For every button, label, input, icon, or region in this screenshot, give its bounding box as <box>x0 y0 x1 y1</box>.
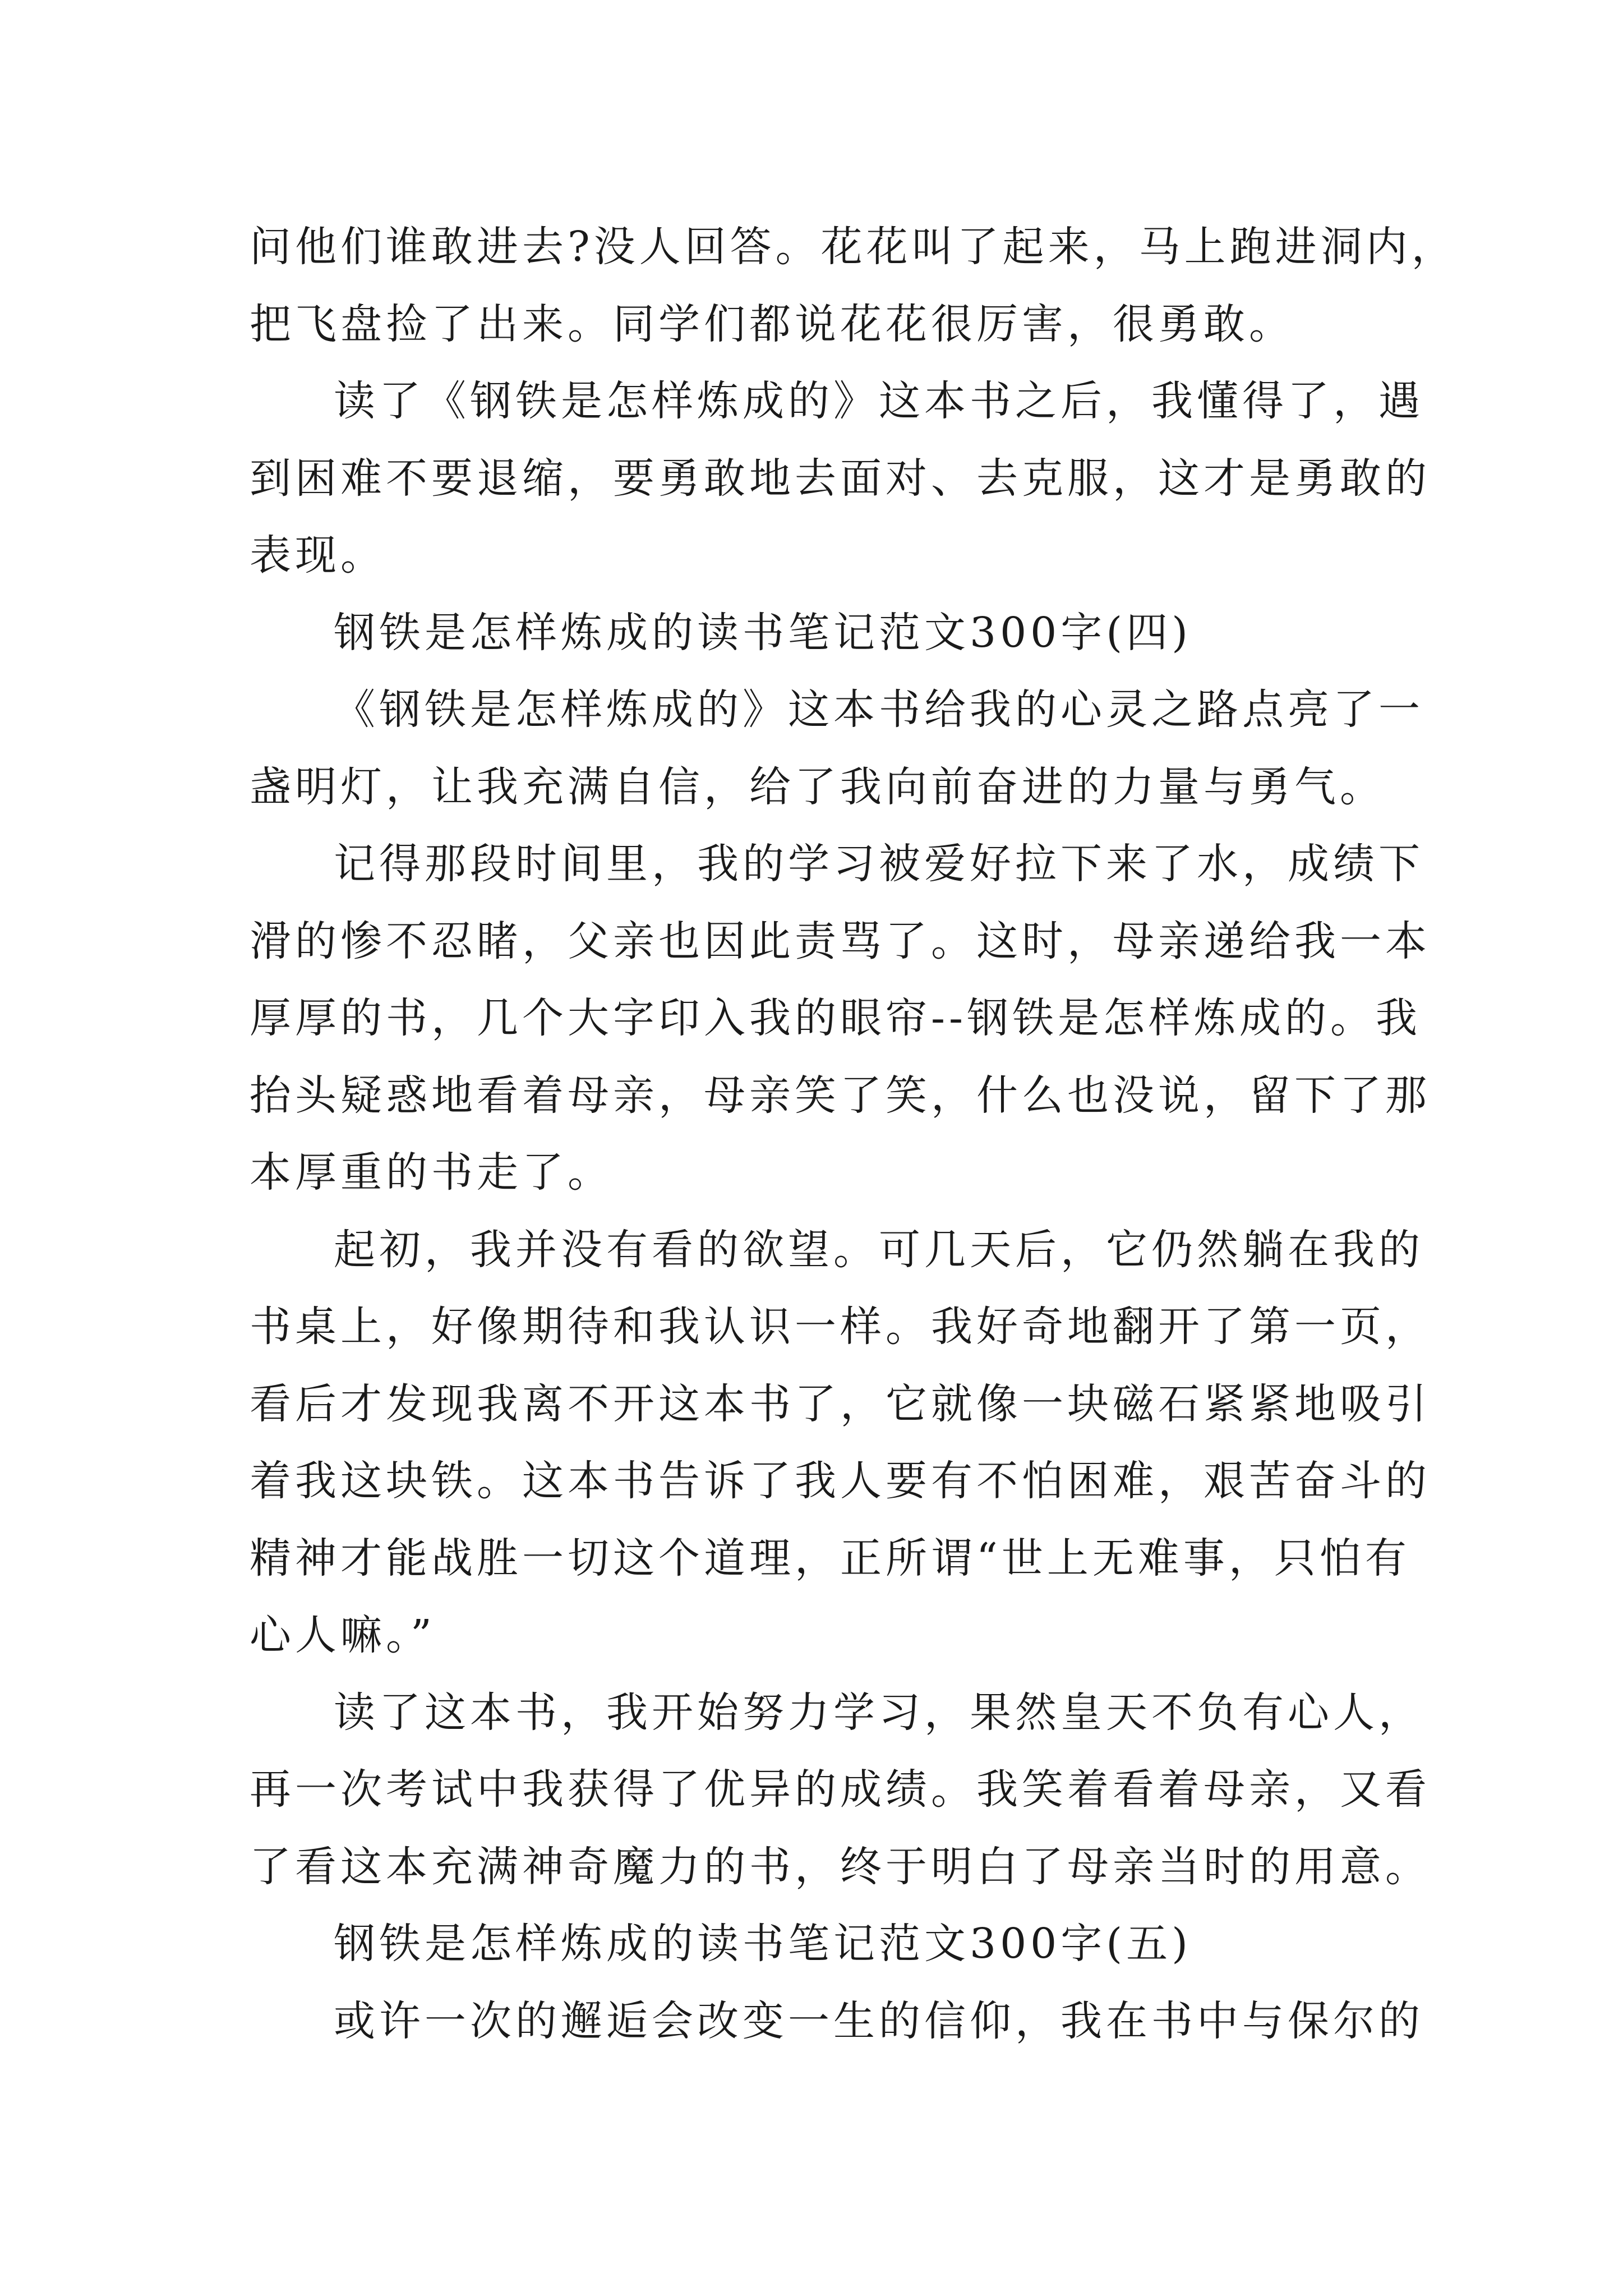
text-line: 了看这本充满神奇魔力的书，终于明白了母亲当时的用意。 <box>250 1842 1431 1891</box>
text-line: 精神才能战胜一切这个道理，正所谓“世上无难事，只怕有 <box>250 1534 1410 1582</box>
document-body <box>250 209 1457 2060</box>
text-line: 看后才发现我离不开这本书了，它就像一块磁石紧紧地吸引 <box>250 1379 1431 1428</box>
text-line: 问他们谁敢进去?没人回答。花花叫了起来，马上跑进洞内， <box>250 223 1457 271</box>
text-line: 滑的惨不忍睹，父亲也因此责骂了。这时，母亲递给我一本 <box>250 917 1431 965</box>
text-line: 盏明灯，让我充满自信，给了我向前奋进的力量与勇气。 <box>250 762 1385 811</box>
text-line: 读了《钢铁是怎样炼成的》这本书之后，我懂得了，遇 <box>334 377 1424 425</box>
text-line: 本厚重的书走了。 <box>250 1148 613 1197</box>
text-line: 到困难不要退缩，要勇敢地去面对、去克服，这才是勇敢的 <box>250 454 1431 503</box>
text-line: 《钢铁是怎样炼成的》这本书给我的心灵之路点亮了一 <box>334 685 1424 734</box>
text-line: 钢铁是怎样炼成的读书笔记范文300字(五) <box>334 1920 1192 1968</box>
text-line: 读了这本书，我开始努力学习，果然皇天不负有心人， <box>334 1688 1424 1737</box>
text-line: 书桌上，好像期待和我认识一样。我好奇地翻开了第一页， <box>250 1303 1431 1351</box>
text-line: 表现。 <box>250 531 386 579</box>
text-line: 着我这块铁。这本书告诉了我人要有不怕困难，艰苦奋斗的 <box>250 1457 1431 1505</box>
text-line: 心人嘛。” <box>250 1611 436 1659</box>
text-line: 记得那段时间里，我的学习被爱好拉下来了水，成绩下 <box>334 840 1424 888</box>
text-line: 把飞盘捡了出来。同学们都说花花很厉害，很勇敢。 <box>250 300 1294 348</box>
text-line: 抬头疑惑地看着母亲，母亲笑了笑，什么也没说，留下了那 <box>250 1071 1431 1120</box>
text-line: 钢铁是怎样炼成的读书笔记范文300字(四) <box>334 608 1192 657</box>
text-line: 厚厚的书，几个大字印入我的眼帘--钢铁是怎样炼成的。我 <box>250 994 1422 1042</box>
text-line: 或许一次的邂逅会改变一生的信仰，我在书中与保尔的 <box>334 1996 1424 2045</box>
text-line: 再一次考试中我获得了优异的成绩。我笑着看着母亲，又看 <box>250 1765 1431 1814</box>
text-line: 起初，我并没有看的欲望。可几天后，它仍然躺在我的 <box>334 1225 1424 1274</box>
